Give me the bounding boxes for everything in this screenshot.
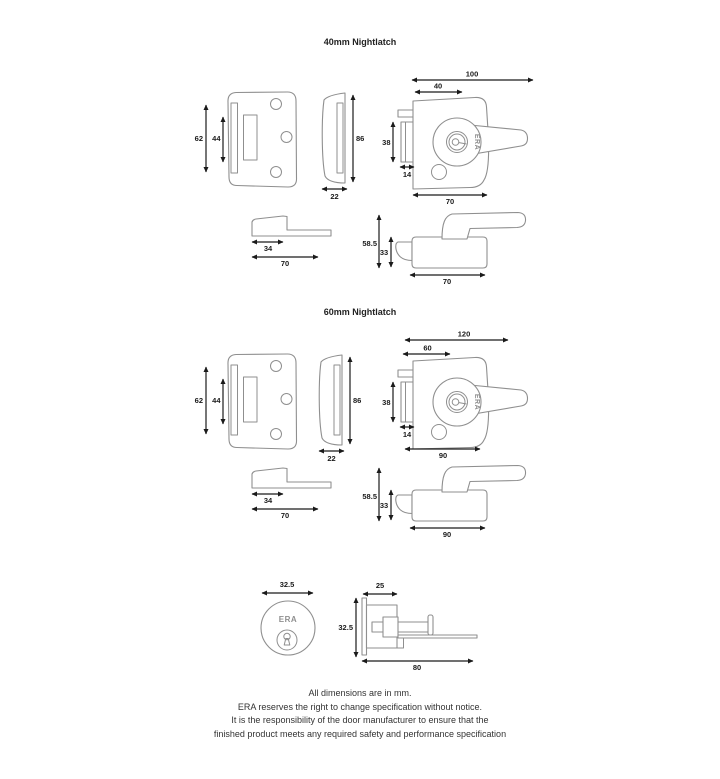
body-front-view-40mm: [383, 68, 543, 208]
footer-line-1: All dimensions are in mm.: [308, 688, 412, 698]
keep-front-view-40mm: [188, 88, 313, 193]
dim-label-90: 90: [438, 451, 448, 460]
case-top-outline: [412, 490, 487, 521]
side-profile-outline: [319, 355, 342, 445]
latch-bolt: [401, 382, 414, 422]
cylinder-side-view: [338, 578, 488, 678]
body-top-view-60mm: [350, 448, 535, 543]
footer-line-4: finished product meets any required safety and performance specification: [213, 728, 507, 739]
footer-line-2: ERA reserves the right to change specification without notice.: [237, 701, 483, 712]
dim-label-22: 22: [327, 454, 336, 463]
dim-label-22: 22: [330, 192, 339, 201]
dim-label-34: 34: [263, 244, 273, 253]
latch-bolt: [401, 122, 414, 162]
era-logo-vertical: ERA: [473, 133, 480, 151]
keep-plate-outline: [228, 354, 297, 449]
footer-disclaimer: [0, 687, 720, 741]
dim-label-70: 70: [442, 277, 452, 286]
dim-label-86: 86: [353, 396, 362, 405]
dim-label-90: 90: [442, 530, 452, 539]
side-profile-view-40mm: [315, 88, 370, 203]
dim-label-86: 86: [356, 134, 365, 143]
dim-label-58_5: 58.5: [362, 492, 377, 501]
dim-label-70: 70: [445, 197, 455, 206]
dim-label-32_5: 32.5: [279, 580, 295, 589]
dim-label-34: 34: [263, 496, 273, 505]
dim-label-38: 38: [382, 138, 391, 147]
dim-label-80: 80: [412, 663, 422, 672]
dim-label-33: 33: [379, 248, 389, 257]
cylinder-block: [383, 617, 398, 637]
latch-bolt-top: [396, 242, 412, 261]
dim-label-32_5v: 32.5: [338, 623, 353, 632]
dim-label-40: 40: [433, 81, 443, 91]
keep-front-view-60mm: [188, 350, 313, 455]
dim-label-70: 70: [280, 511, 290, 520]
section-title-40mm: 40mm Nightlatch: [323, 37, 397, 47]
side-profile-outline: [322, 93, 345, 183]
latch-bolt-top: [396, 495, 412, 514]
footer-line-3: It is the responsibility of the door manufacturer to ensure that the: [231, 715, 489, 725]
cylinder-face-view: [252, 578, 337, 678]
body-front-view-60mm: [383, 328, 543, 468]
era-logo-vertical: ERA: [473, 393, 480, 411]
dim-label-25: 25: [375, 581, 385, 590]
dim-label-62: 62: [194, 396, 203, 405]
handle-top: [442, 466, 526, 493]
connecting-bar: [398, 635, 477, 638]
keep-profile-view-60mm: [243, 462, 353, 520]
top-tab: [398, 110, 414, 117]
cylinder-rose-plate: [362, 598, 367, 655]
dim-label-120: 120: [457, 329, 471, 339]
dim-label-60: 60: [423, 343, 432, 353]
keep-profile-outline: [252, 216, 331, 236]
dim-label-62: 62: [194, 134, 203, 143]
dim-label-44: 44: [212, 396, 221, 405]
cylinder-shaft: [372, 622, 429, 632]
section-title-60mm: 60mm Nightlatch: [323, 307, 397, 317]
dim-label-70: 70: [280, 259, 290, 268]
body-step-line: [397, 639, 404, 649]
dim-label-38: 38: [382, 398, 391, 407]
dim-label-14: 14: [402, 430, 412, 439]
case-top-outline: [412, 237, 487, 268]
handle-top: [442, 213, 526, 240]
dim-label-58_5: 58.5: [362, 239, 377, 248]
top-tab: [398, 370, 414, 377]
keep-plate-outline: [228, 92, 297, 187]
cylinder-face-outline: [261, 601, 315, 655]
keep-profile-view-40mm: [243, 210, 353, 268]
keep-profile-outline: [252, 468, 331, 488]
dim-label-100: 100: [465, 69, 479, 79]
dim-label-44: 44: [212, 134, 221, 143]
era-logo: ERA: [278, 615, 298, 624]
dim-label-33: 33: [379, 501, 389, 510]
cylinder-cam-cap: [428, 615, 433, 635]
body-top-view-40mm: [350, 195, 535, 290]
dim-label-14: 14: [402, 170, 412, 179]
